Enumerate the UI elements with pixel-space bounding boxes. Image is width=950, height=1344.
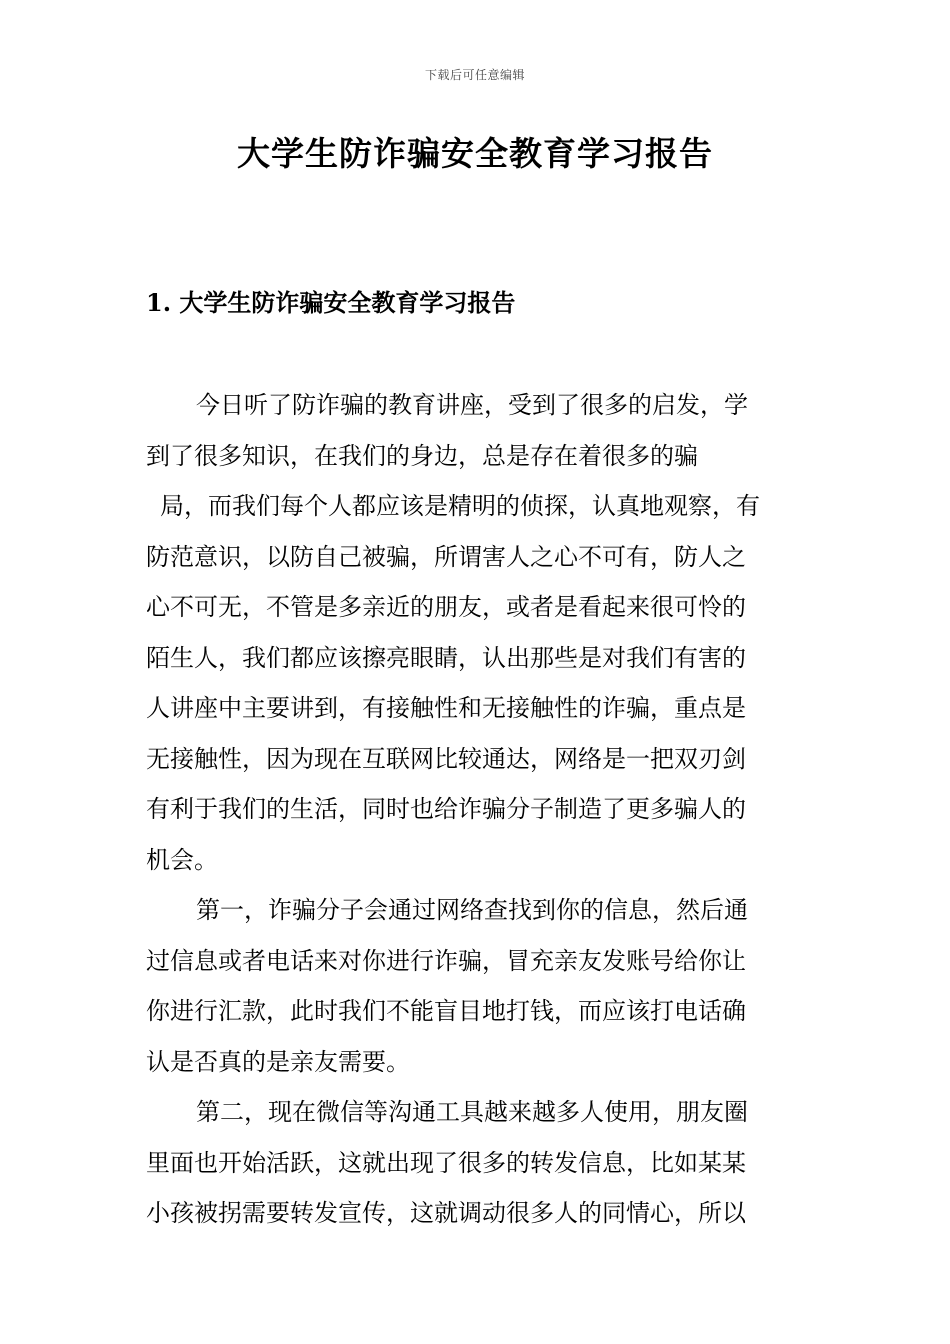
paragraph-intro (146, 380, 806, 885)
text-line: 今日听了防诈骗的教育讲座，受到了很多的启发，学 (196, 391, 748, 419)
document-title: 大学生防诈骗安全教育学习报告 (237, 134, 713, 173)
header-note: 下载后可任意编辑 (424, 68, 525, 82)
text-line: 防范意识，以防自己被骗，所谓害人之心不可有，防人之 (146, 542, 746, 571)
text-line: 小孩被拐需要转发宣传，这就调动很多人的同情心，所以 (146, 1199, 746, 1227)
text-line: 你进行汇款，此时我们不能盲目地打钱，而应该打电话确 (146, 997, 746, 1025)
document-body (146, 380, 806, 1239)
text-line: 第一，诈骗分子会通过网络查找到你的信息，然后通 (196, 896, 748, 924)
text-line: 人讲座中主要讲到，有接触性和无接触性的诈骗，重点是 (146, 694, 746, 722)
text-line: 到了很多知识，在我们的身边，总是存在着很多的骗 (146, 441, 698, 470)
text-line: 局，而我们每个人都应该是精明的侦探，认真地观察，有 (160, 492, 760, 520)
text-line: 过信息或者电话来对你进行诈骗，冒充亲友发账号给你让 (146, 946, 746, 975)
paragraph-second-point (146, 1087, 806, 1239)
text-line: 心不可无，不管是多亲近的朋友，或者是看起来很可怜的 (146, 593, 746, 621)
text-line: 里面也开始活跃，这就出现了很多的转发信息，比如某某 (146, 1148, 746, 1177)
text-line: 认是否真的是亲友需要。 (146, 1047, 410, 1076)
section-heading: 1. 大学生防诈骗安全教育学习报告 (146, 288, 516, 317)
text-line: 无接触性，因为现在互联网比较通达，网络是一把双刃剑 (146, 744, 746, 773)
text-line: 第二，现在微信等沟通工具越来越多人使用，朋友圈 (196, 1098, 748, 1126)
text-line: 陌生人，我们都应该擦亮眼睛，认出那些是对我们有害的 (146, 643, 746, 672)
text-line: 有利于我们的生活，同时也给诈骗分子制造了更多骗人的 (146, 795, 746, 823)
text-line: 机会。 (146, 845, 218, 874)
paragraph-first-point (146, 885, 806, 1087)
